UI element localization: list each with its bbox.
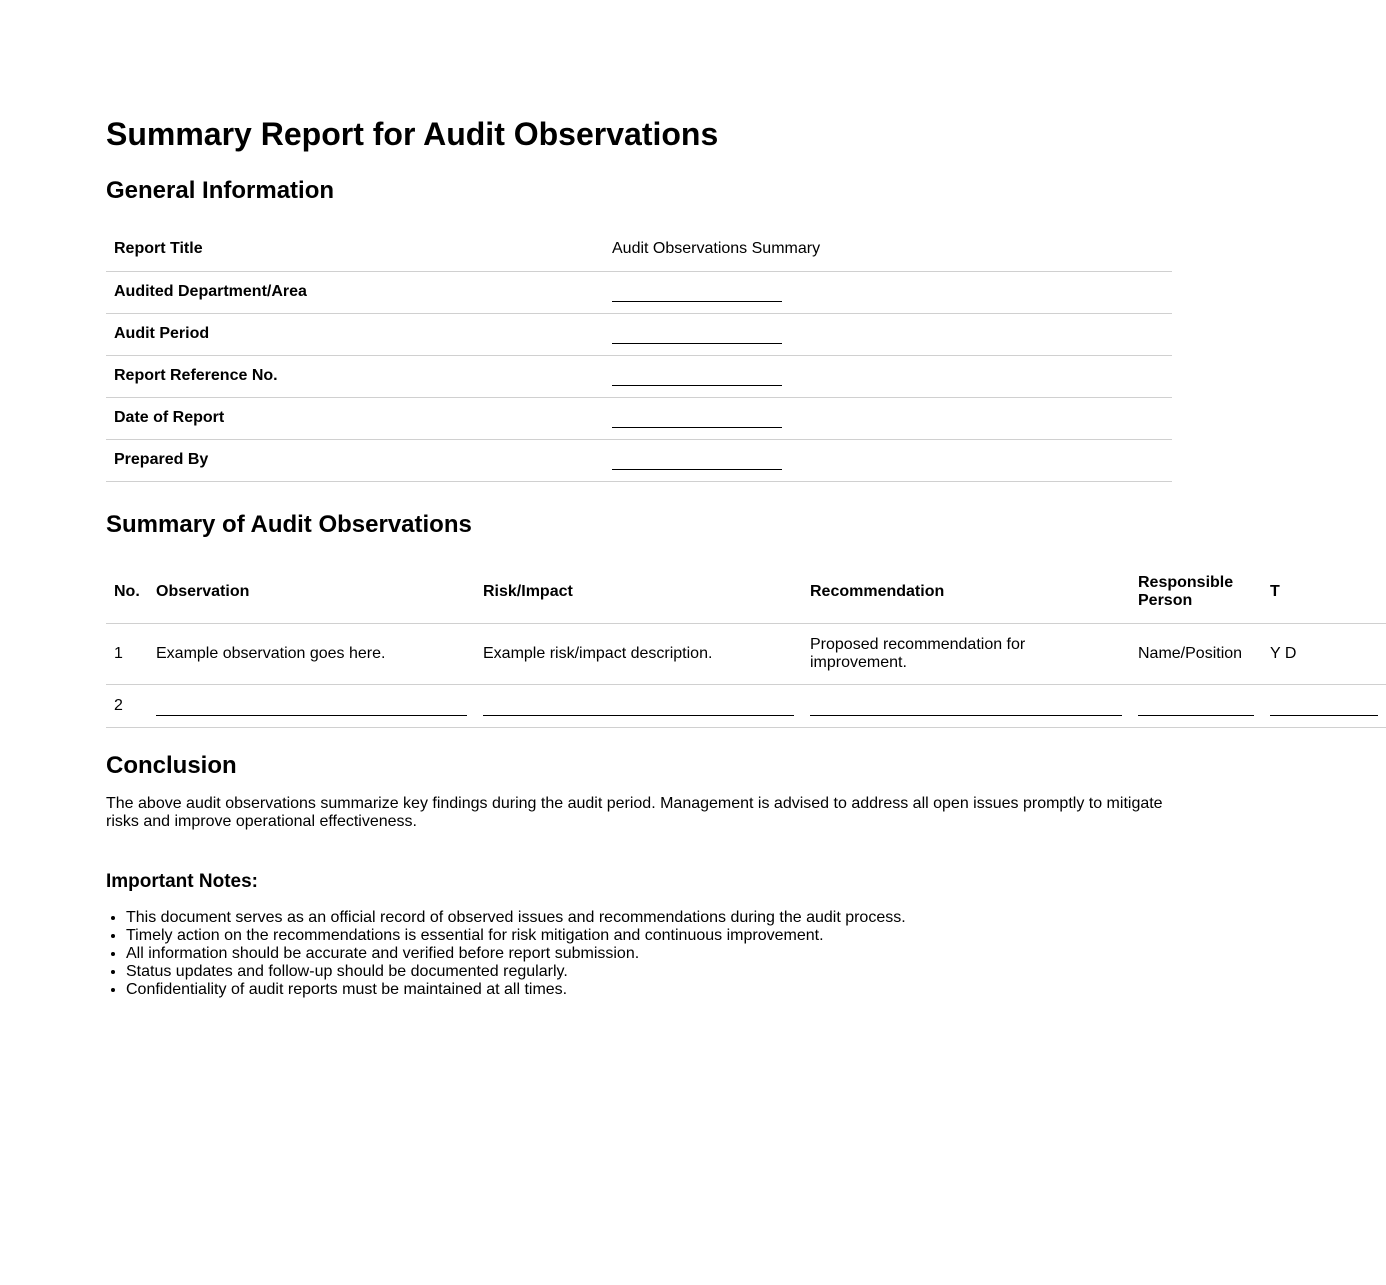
notes-heading: Important Notes: — [106, 871, 258, 892]
observations-table — [106, 561, 1386, 728]
cell-observation: Example observation goes here. — [148, 623, 475, 684]
blank-line[interactable] — [1138, 697, 1254, 716]
info-value-blank[interactable] — [604, 355, 1172, 397]
table-row — [106, 623, 1386, 684]
table-header-row — [106, 561, 1386, 623]
info-row — [106, 355, 1172, 397]
cell-risk-blank[interactable] — [475, 684, 802, 727]
column-header-target: T — [1262, 561, 1386, 623]
conclusion-heading: Conclusion — [106, 752, 237, 779]
info-row — [106, 271, 1172, 313]
info-label: Report Title — [106, 228, 604, 271]
cell-responsible-blank[interactable] — [1130, 684, 1262, 727]
general-info-heading: General Information — [106, 177, 335, 204]
cell-observation-blank[interactable] — [148, 684, 475, 727]
blank-line[interactable] — [612, 369, 782, 386]
cell-recommendation: Proposed recommendation for improvement. — [802, 623, 1130, 684]
list-item: • Confidentiality of audit reports must be maintained at all times. — [126, 981, 1192, 999]
blank-line[interactable] — [612, 411, 782, 428]
notes-list — [106, 909, 1192, 999]
cell-no: 2 — [106, 684, 148, 727]
info-label: Audit Period — [106, 313, 604, 355]
info-value-blank[interactable] — [604, 271, 1172, 313]
cell-target-blank[interactable] — [1262, 684, 1386, 727]
info-row — [106, 313, 1172, 355]
info-value-blank[interactable] — [604, 397, 1172, 439]
blank-line[interactable] — [612, 285, 782, 302]
list-item: • Timely action on the recommendations is essential for risk mitigation and continuous improvement. — [126, 927, 1192, 945]
info-value-blank[interactable] — [604, 313, 1172, 355]
info-row — [106, 439, 1172, 481]
blank-line[interactable] — [156, 697, 467, 716]
list-item: • Status updates and follow-up should be documented regularly. — [126, 963, 1192, 981]
blank-line[interactable] — [612, 453, 782, 470]
info-value-blank[interactable] — [604, 439, 1172, 481]
column-header-responsible: Responsible Person — [1130, 561, 1262, 623]
list-item: • All information should be accurate and verified before report submission. — [126, 945, 1192, 963]
table-row — [106, 684, 1386, 727]
cell-target: Y D — [1262, 623, 1386, 684]
observations-table-container — [106, 561, 1297, 728]
info-label: Date of Report — [106, 397, 604, 439]
cell-risk: Example risk/impact description. — [475, 623, 802, 684]
cell-no: 1 — [106, 623, 148, 684]
general-info-table — [106, 228, 1172, 482]
page-title: Summary Report for Audit Observations — [106, 116, 719, 152]
info-label: Prepared By — [106, 439, 604, 481]
column-header-observation: Observation — [148, 561, 475, 623]
column-header-no: No. — [106, 561, 148, 623]
info-value: Audit Observations Summary — [604, 228, 1172, 271]
info-label: Report Reference No. — [106, 355, 604, 397]
summary-heading: Summary of Audit Observations — [106, 511, 472, 538]
info-row — [106, 228, 1172, 271]
blank-line[interactable] — [483, 697, 794, 716]
blank-line[interactable] — [1270, 697, 1378, 716]
column-header-risk: Risk/Impact — [475, 561, 802, 623]
blank-line[interactable] — [810, 697, 1122, 716]
conclusion-text: The above audit observations summarize key findings during the audit period. Management is advised to address all open issues promptly to mitigate risks and improve operational effectiveness. — [106, 795, 1163, 830]
cell-recommendation-blank[interactable] — [802, 684, 1130, 727]
info-label: Audited Department/Area — [106, 271, 604, 313]
column-header-recommendation: Recommendation — [802, 561, 1130, 623]
info-row — [106, 397, 1172, 439]
blank-line[interactable] — [612, 327, 782, 344]
cell-responsible: Name/Position — [1130, 623, 1262, 684]
list-item: • This document serves as an official record of observed issues and recommendations during the audit process. — [126, 909, 1192, 927]
